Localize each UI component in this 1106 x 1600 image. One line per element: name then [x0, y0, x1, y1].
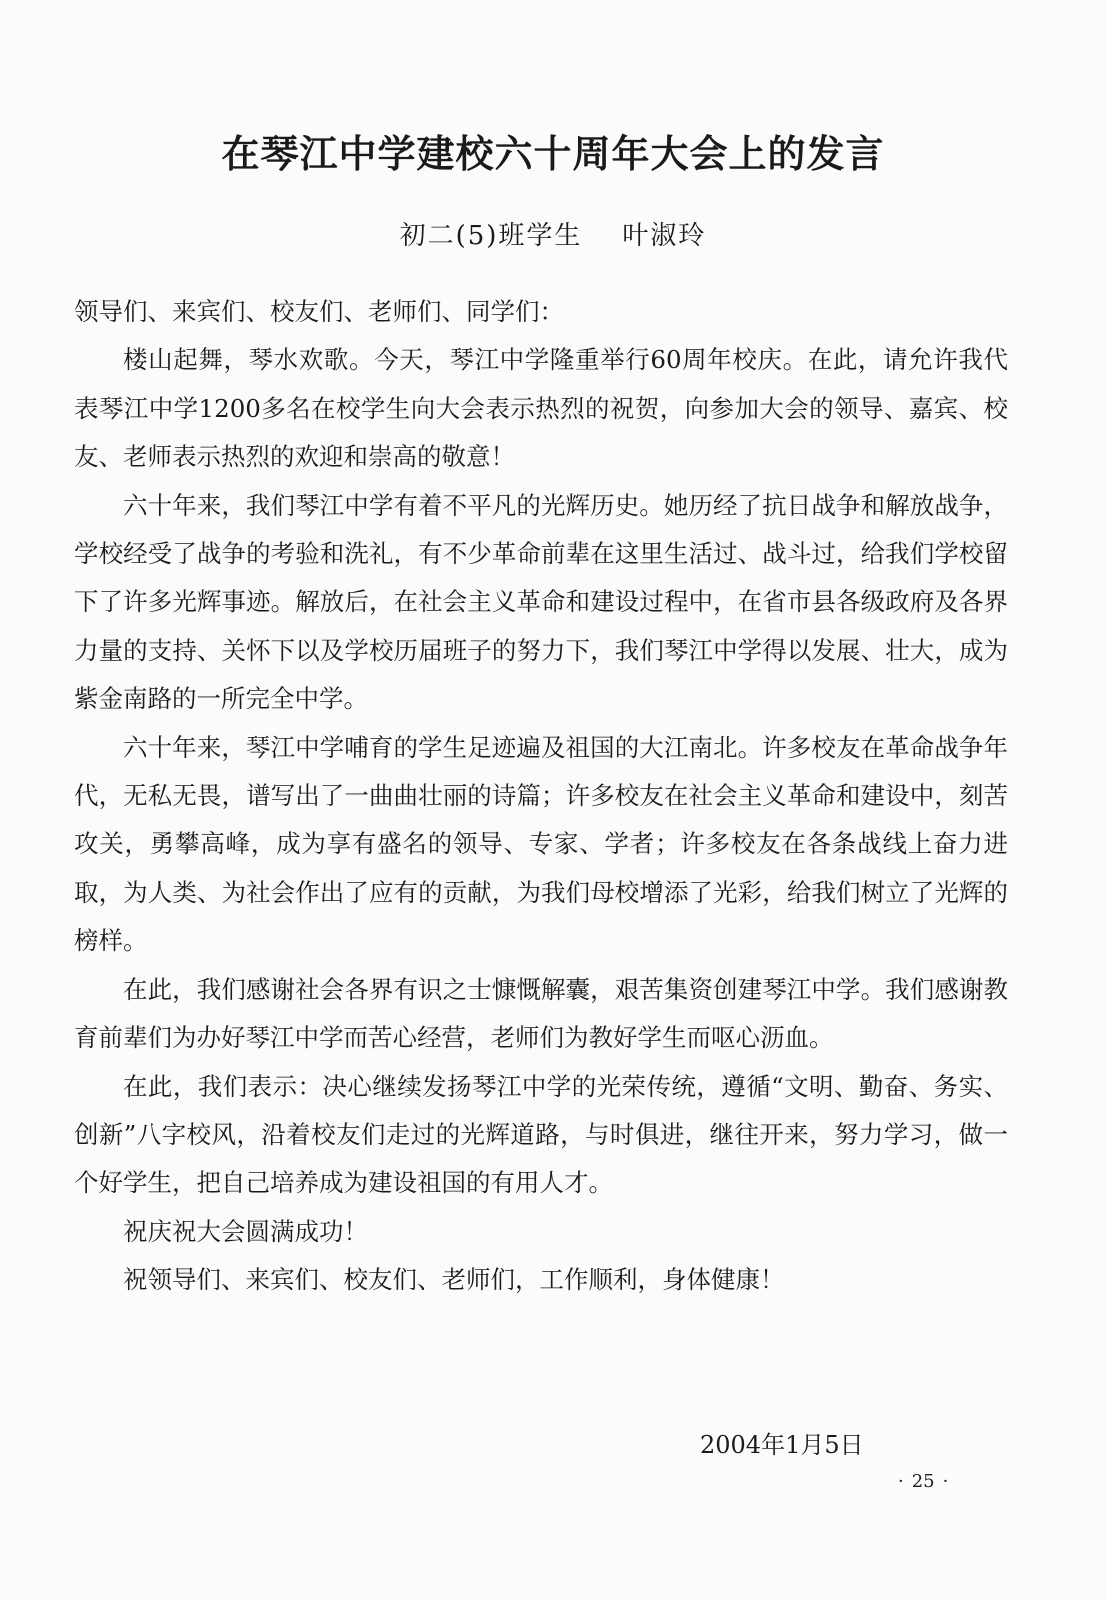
speech-body [74, 288, 1008, 1305]
salutation: 领导们、来宾们、校友们、老师们、同学们： [74, 297, 564, 326]
page-number-dot-right: · [942, 1471, 949, 1492]
speech-date: 2004年1月5日 [700, 1431, 864, 1459]
paragraph-5: 在此，我们表示：决心继续发扬琴江中学的光荣传统，遵循“文明、勤奋、务实、创新”八字校风，沿着校友们走过的光辉道路，与时俱进，继往开来，努力学习，做一个好学生，把自己培养成为建设祖国的有用人才。 [74, 1071, 1008, 1198]
page-title: 在琴江中学建校六十周年大会上的发言 [221, 131, 885, 176]
author-class: 初二(5)班学生 [399, 221, 583, 251]
page-number-dot-left: · [898, 1471, 904, 1492]
closing-wish-2: 祝领导们、来宾们、校友们、老师们，工作顺利，身体健康！ [123, 1265, 785, 1295]
paragraph-4: 在此，我们感谢社会各界有识之士慷慨解囊，艰苦集资创建琴江中学。我们感谢教育前辈们为办好琴江中学而苦心经营，老师们为教好学生而呕心沥血。 [74, 974, 1008, 1053]
paragraph-2: 六十年来，我们琴江中学有着不平凡的光辉历史。她历经了抗日战争和解放战争，学校经受了战争的考验和洗礼，有不少革命前辈在这里生活过、战斗过，给我们学校留下了许多光辉事迹。解放后，在社会主义革命和建设过程中，在省市县各级政府及各界力量的支持、关怀下以及学校历届班子的努力下，我们琴江中学得以发展、壮大，成为紫金南路的一所完全中学。 [74, 490, 1008, 714]
paragraph-1: 楼山起舞，琴水欢歌。今天，琴江中学隆重举行60周年校庆。在此，请允许我代表琴江中学1200多名在校学生向大会表示热烈的祝贺，向参加大会的领导、嘉宾、校友、老师表示热烈的欢迎和崇高的敬意！ [74, 345, 1008, 472]
author-name: 叶淑玲 [622, 221, 707, 251]
page-number [890, 1468, 1000, 1496]
paragraph-3: 六十年来，琴江中学哺育的学生足迹遍及祖国的大江南北。许多校友在革命战争年代，无私无畏，谱写出了一曲曲壮丽的诗篇；许多校友在社会主义革命和建设中，刻苦攻关，勇攀高峰，成为享有盛名的领导、专家、学者；许多校友在各条战线上奋力进取，为人类、为社会作出了应有的贡献，为我们母校增添了光彩，给我们树立了光辉的榜样。 [74, 732, 1008, 956]
byline [0, 218, 1106, 254]
closing-wish-1: 祝庆祝大会圆满成功！ [123, 1216, 368, 1246]
page-number-value: 25 [911, 1471, 935, 1492]
